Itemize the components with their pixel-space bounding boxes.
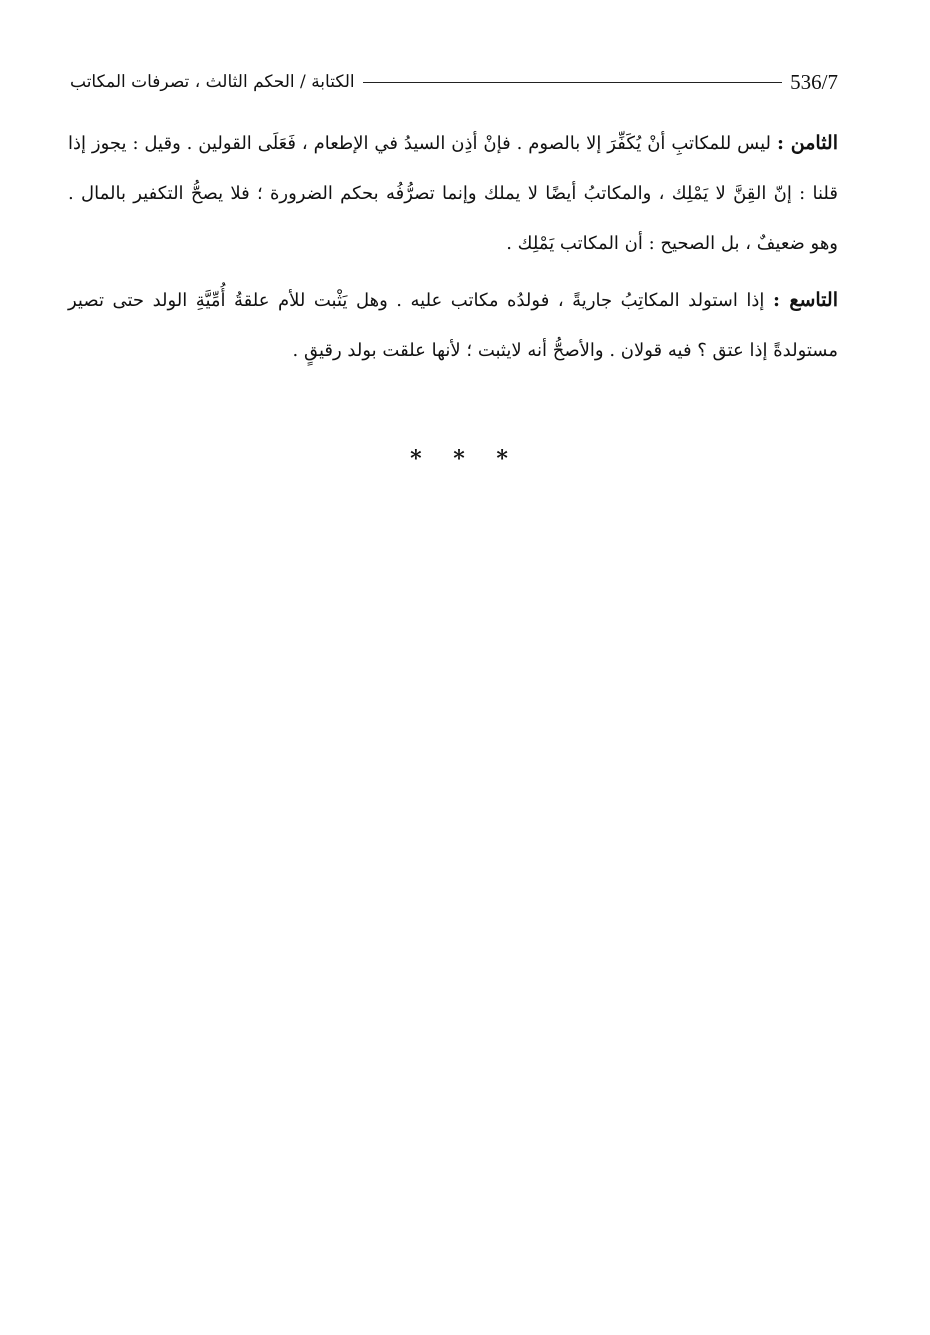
paragraph-term: الثامن :: [776, 132, 838, 154]
page-number: 536/7: [790, 69, 838, 94]
section-separator: * * *: [410, 446, 520, 472]
paragraph-term: التاسع :: [772, 289, 838, 311]
paragraph-text: ليس للمكاتبِ أنْ يُكَفِّرَ إلا بالصوم . فإنْ أذِن السيدُ في الإطعام ، فَعَلَى القولين . وقيل : يجوز إذا قلنا : إنّ القِنَّ لا يَمْلِك ، والمكاتبُ أيضًا لا يملك وإنما تصرُّفُه بحكم الضرورة ؛ فلا يصحُّ التكفير بالمال . وهو ضعيفٌ ، بل الصحيح : أن المكاتب يَمْلِك .: [68, 133, 838, 254]
paragraph-ninth: [68, 275, 838, 376]
header-rule: [363, 82, 783, 83]
paragraph-text: إذا استولد المكاتِبُ جاريةً ، فولدُه مكاتب عليه . وهل يَثْبت للأم علقةُ أُمِّيَّةِ الولد حتى تصير مستولدةً إذا عتق ؟ فيه قولان . والأصحُّ أنه لايثبت ؛ لأنها علقت بولد رقيقٍ .: [68, 290, 838, 361]
paragraph-eighth: [68, 118, 838, 269]
body-text: [68, 118, 838, 376]
running-title: الكتابة / الحكم الثالث ، تصرفات المكاتب: [70, 72, 355, 92]
page-header: [70, 66, 838, 98]
